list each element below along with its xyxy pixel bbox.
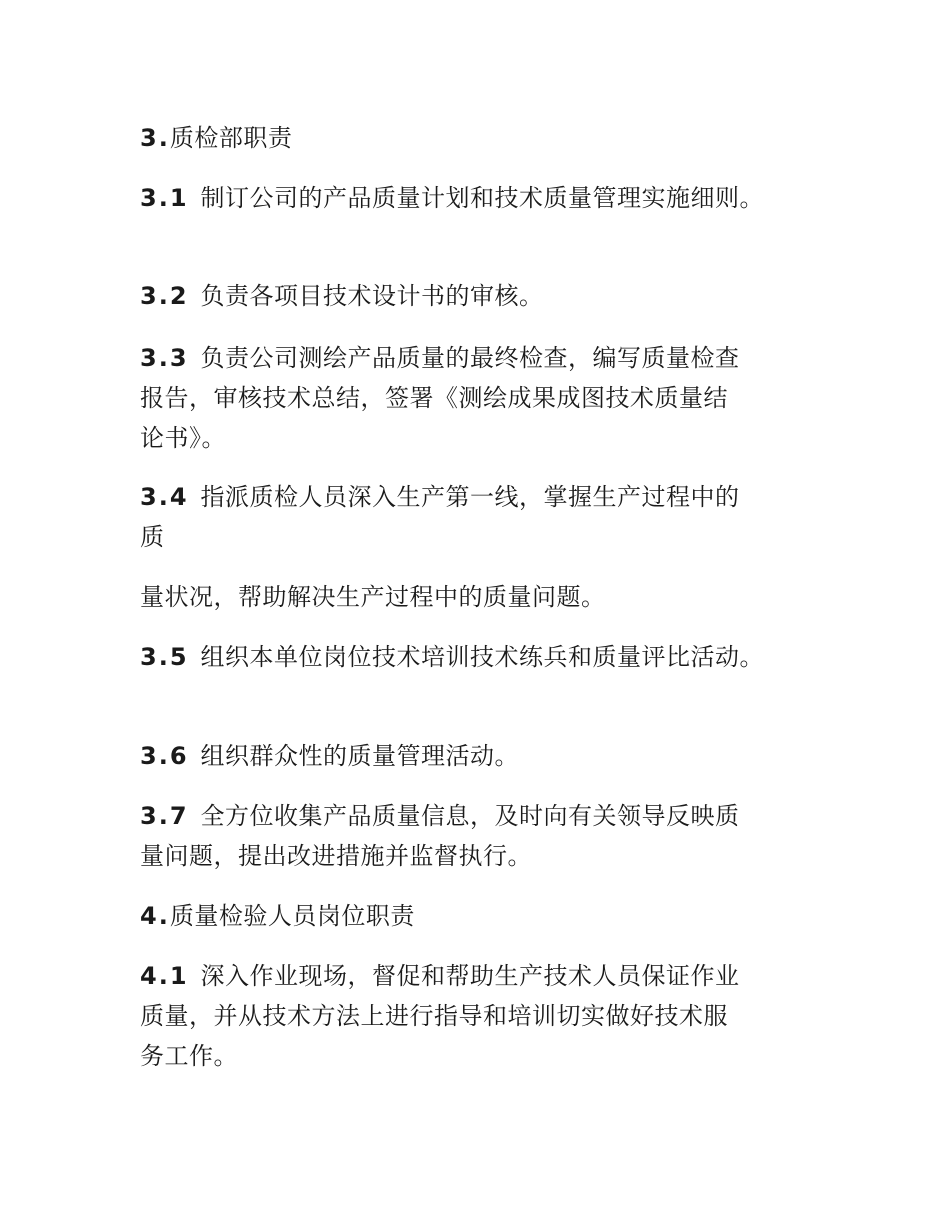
clause-4-1-line-3: 务工作。 bbox=[140, 1042, 238, 1070]
clause-3-5 bbox=[140, 637, 764, 677]
clause-3-4-line-3: 量状况，帮助解决生产过程中的质量问题。 bbox=[140, 583, 606, 611]
section-number: 3. bbox=[140, 124, 170, 152]
section-title: 质检部职责 bbox=[169, 124, 293, 152]
clause-3-7-line-1 bbox=[140, 796, 740, 836]
section-3-heading bbox=[140, 118, 292, 158]
section-number: 4. bbox=[140, 902, 170, 930]
clause-3-4-line-1 bbox=[140, 477, 740, 517]
clause-text: 全方位收集产品质量信息，及时向有关领导反映质 bbox=[200, 802, 740, 830]
clause-number: 3.2 bbox=[140, 282, 189, 310]
section-4-heading bbox=[140, 896, 415, 936]
clause-3-3-line-3: 论书》。 bbox=[140, 424, 226, 452]
clause-3-4-line-2: 质 bbox=[140, 523, 165, 551]
clause-number: 3.3 bbox=[140, 344, 189, 372]
clause-3-6 bbox=[140, 736, 519, 776]
clause-number: 3.5 bbox=[140, 643, 189, 671]
clause-3-3-line-2: 报告，审核技术总结，签署《测绘成果成图技术质量结 bbox=[140, 384, 728, 412]
clause-text: 组织群众性的质量管理活动。 bbox=[200, 742, 520, 770]
clause-text: 组织本单位岗位技术培训技术练兵和质量评比活动。 bbox=[200, 643, 765, 671]
clause-number: 3.6 bbox=[140, 742, 189, 770]
clause-4-1-line-2: 质量，并从技术方法上进行指导和培训切实做好技术服 bbox=[140, 1002, 728, 1030]
clause-text: 负责公司测绘产品质量的最终检查，编写质量检查 bbox=[200, 344, 740, 372]
clause-text: 指派质检人员深入生产第一线，掌握生产过程中的 bbox=[200, 483, 740, 511]
clause-number: 4.1 bbox=[140, 962, 189, 990]
clause-number: 3.1 bbox=[140, 184, 189, 212]
clause-number: 3.4 bbox=[140, 483, 189, 511]
clause-text: 制订公司的产品质量计划和技术质量管理实施细则。 bbox=[200, 184, 765, 212]
clause-3-3-line-1 bbox=[140, 338, 740, 378]
clause-3-7-line-2: 量问题，提出改进措施并监督执行。 bbox=[140, 842, 532, 870]
clause-text: 负责各项目技术设计书的审核。 bbox=[200, 282, 544, 310]
clause-3-2 bbox=[140, 276, 544, 316]
clause-3-1 bbox=[140, 178, 764, 218]
clause-number: 3.7 bbox=[140, 802, 189, 830]
clause-text: 深入作业现场，督促和帮助生产技术人员保证作业 bbox=[200, 962, 740, 990]
section-title: 质量检验人员岗位职责 bbox=[169, 902, 415, 930]
clause-4-1-line-1 bbox=[140, 956, 740, 996]
